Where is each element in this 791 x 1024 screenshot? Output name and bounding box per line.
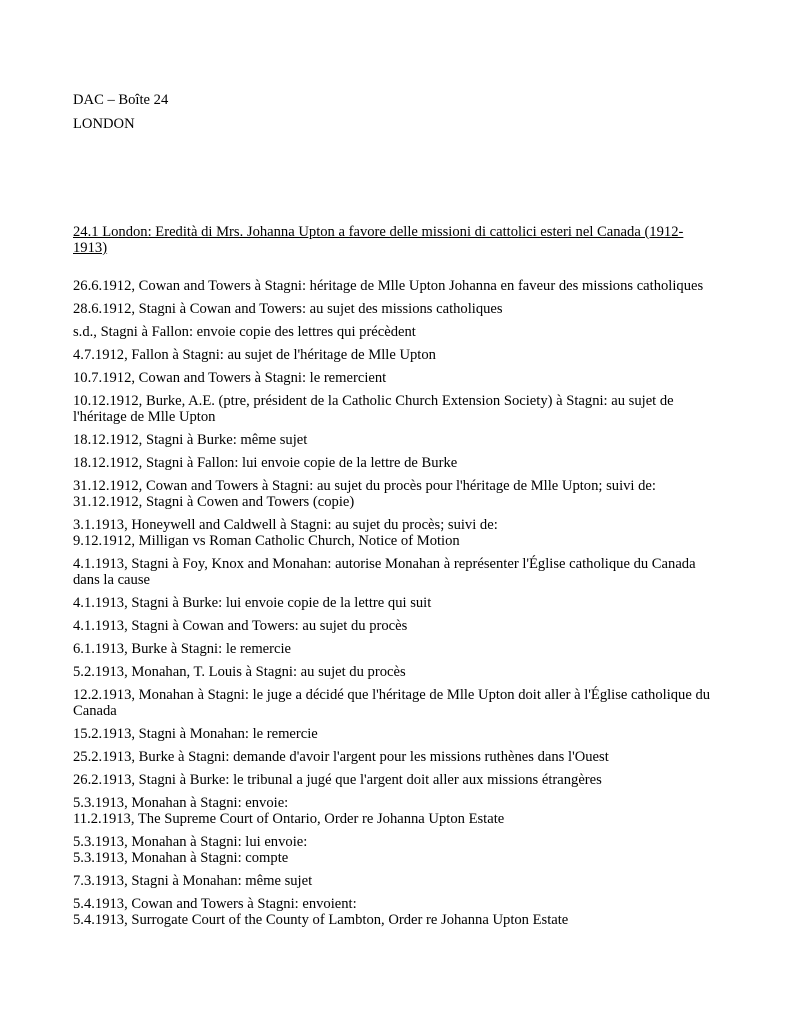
entry-line: 9.12.1912, Milligan vs Roman Catholic Church, Notice of Motion: [73, 533, 460, 549]
list-item: [73, 749, 713, 765]
entry-line: 10.7.1912, Cowan and Towers à Stagni: le remercient: [73, 370, 387, 386]
entry-line: 31.12.1912, Cowan and Towers à Stagni: au sujet du procès pour l'héritage de Mlle Upton; suivi de:: [73, 478, 656, 494]
list-item: [73, 393, 713, 425]
place-heading: LONDON: [73, 116, 135, 132]
entry-line: 28.6.1912, Stagni à Cowan and Towers: au sujet des missions catholiques: [73, 301, 503, 317]
entry-line: 3.1.1913, Honeywell and Caldwell à Stagni: au sujet du procès; suivi de:: [73, 517, 498, 533]
entry-line: 31.12.1912, Stagni à Cowen and Towers (copie): [73, 494, 355, 510]
entry-line: 5.3.1913, Monahan à Stagni: envoie:: [73, 795, 289, 811]
list-item: [73, 795, 713, 827]
entry-line: 4.1.1913, Stagni à Cowan and Towers: au sujet du procès: [73, 618, 408, 634]
list-item: [73, 641, 713, 657]
section-title: 24.1 London: Eredità di Mrs. Johanna Upton a favore delle missioni di cattolici esteri nel Canada (1912-1913): [73, 224, 684, 256]
entry-line: 26.6.1912, Cowan and Towers à Stagni: héritage de Mlle Upton Johanna en faveur des missions catholiques: [73, 278, 704, 294]
list-item: [73, 618, 713, 634]
list-item: [73, 455, 713, 471]
entry-line: s.d., Stagni à Fallon: envoie copie des lettres qui précèdent: [73, 324, 416, 340]
entry-line: 5.2.1913, Monahan, T. Louis à Stagni: au sujet du procès: [73, 664, 406, 680]
entry-line: 11.2.1913, The Supreme Court of Ontario, Order re Johanna Upton Estate: [73, 811, 505, 827]
entry-list: [73, 278, 713, 928]
entry-line: 4.1.1913, Stagni à Burke: lui envoie copie de la lettre qui suit: [73, 595, 432, 611]
entry-line: 25.2.1913, Burke à Stagni: demande d'avoir l'argent pour les missions ruthènes dans l'Ouest: [73, 749, 609, 765]
entry-line: 18.12.1912, Stagni à Burke: même sujet: [73, 432, 308, 448]
entry-line: 5.4.1913, Surrogate Court of the County of Lambton, Order re Johanna Upton Estate: [73, 912, 569, 928]
list-item: [73, 687, 713, 719]
list-item: [73, 278, 713, 294]
archive-reference: DAC – Boîte 24: [73, 92, 169, 108]
list-item: [73, 517, 713, 549]
entry-line: 5.3.1913, Monahan à Stagni: lui envoie:: [73, 834, 308, 850]
entry-line: 5.4.1913, Cowan and Towers à Stagni: envoient:: [73, 896, 357, 912]
entry-line: 10.12.1912, Burke, A.E. (ptre, président de la Catholic Church Extension Society) à Stagni: au sujet de l'héritage de Mlle Upton: [73, 393, 674, 425]
entry-line: 5.3.1913, Monahan à Stagni: compte: [73, 850, 289, 866]
list-item: [73, 324, 713, 340]
entry-line: 4.7.1912, Fallon à Stagni: au sujet de l'héritage de Mlle Upton: [73, 347, 436, 363]
entry-line: 15.2.1913, Stagni à Monahan: le remercie: [73, 726, 318, 742]
list-item: [73, 301, 713, 317]
list-item: [73, 834, 713, 866]
list-item: [73, 595, 713, 611]
list-item: [73, 370, 713, 386]
entry-line: 26.2.1913, Stagni à Burke: le tribunal a jugé que l'argent doit aller aux missions étrangères: [73, 772, 602, 788]
list-item: [73, 772, 713, 788]
list-item: [73, 478, 713, 510]
list-item: [73, 896, 713, 928]
list-item: [73, 347, 713, 363]
entry-line: 4.1.1913, Stagni à Foy, Knox and Monahan: autorise Monahan à représenter l'Église catholique du Canada dans la cause: [73, 556, 696, 588]
entry-line: 12.2.1913, Monahan à Stagni: le juge a décidé que l'héritage de Mlle Upton doit aller à l'Église catholique du Canada: [73, 687, 711, 719]
list-item: [73, 432, 713, 448]
entry-line: 7.3.1913, Stagni à Monahan: même sujet: [73, 873, 313, 889]
document-page: [73, 88, 713, 935]
entry-line: 6.1.1913, Burke à Stagni: le remercie: [73, 641, 292, 657]
list-item: [73, 556, 713, 588]
list-item: [73, 726, 713, 742]
list-item: [73, 873, 713, 889]
list-item: [73, 664, 713, 680]
entry-line: 18.12.1912, Stagni à Fallon: lui envoie copie de la lettre de Burke: [73, 455, 458, 471]
